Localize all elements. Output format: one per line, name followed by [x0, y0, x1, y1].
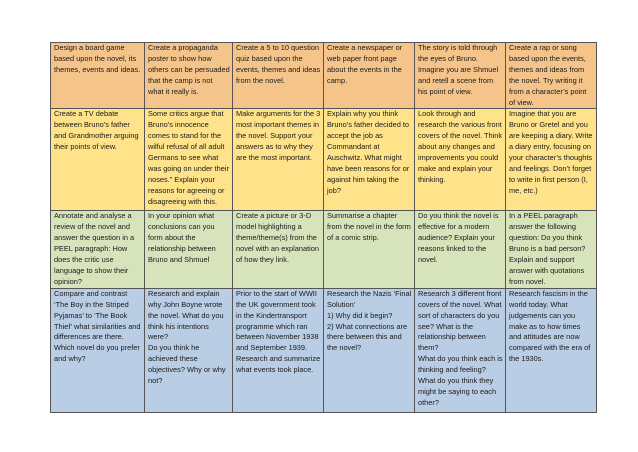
grid-row — [51, 288, 597, 412]
activity-cell: Create a newspaper or web paper front page about the events in the camp. — [324, 43, 415, 109]
activity-cell: Research fascism in the world today. What judgements can you make as to how times and attitudes are now compared with the era of the 1930s. — [506, 288, 597, 412]
activity-cell: Research and explain why John Boyne wrote the novel. What do you think his intentions were? Do you think he achieved these objectives? Why or why not? — [145, 288, 233, 412]
activity-cell: Create a 5 to 10 question quiz based upon the events, themes and ideas from the novel. — [233, 43, 324, 109]
grid-row — [51, 211, 597, 288]
activity-grid — [50, 42, 597, 413]
activity-cell: Explain why you think Bruno’s father decided to accept the job as Commandant at Auschwitz. What might have been reasons for or against him taking the job? — [324, 109, 415, 211]
activity-cell: Research 3 different front covers of the novel. What sort of characters do you see? What is the relationship between them? What do you think each is thinking and feeling? What do you think they might be saying to each other? — [415, 288, 506, 412]
activity-cell: Look through and research the various front covers of the novel. Think about any changes and improvements you could make and explain your thinking. — [415, 109, 506, 211]
activity-cell: Imagine that you are Bruno or Gretel and you are keeping a diary. Write a diary entry, focusing on your character’s thoughts and feelings. Don’t forget to write in first person (I, me, etc.) — [506, 109, 597, 211]
activity-cell: Create a picture or 3-D model highlighting a theme/theme(s) from the novel with an explanation of how they link. — [233, 211, 324, 288]
activity-cell: Compare and contrast ‘The Boy in the Striped Pyjamas’ to ‘The Book Thief’ what similarities and differences are there. Which novel do you prefer and why? — [51, 288, 145, 412]
activity-cell: Design a board game based upon the novel, its themes, events and ideas. — [51, 43, 145, 109]
grid-row — [51, 43, 597, 109]
activity-cell: Make arguments for the 3 most important themes in the novel. Support your answers as to why they are the most important. — [233, 109, 324, 211]
activity-cell: Create a TV debate between Bruno’s father and Grandmother arguing their points of view. — [51, 109, 145, 211]
activity-cell: Create a rap or song based upon the events, themes and ideas from the novel. Try writing it from a character’s point of view. — [506, 43, 597, 109]
activity-cell: Research the Nazis ‘Final Solution’ 1) Why did it begin? 2) What connections are there between this and the novel? — [324, 288, 415, 412]
activity-cell: Summarise a chapter from the novel in the form of a comic strip. — [324, 211, 415, 288]
activity-cell: Create a propaganda poster to show how others can be persuaded that the camp is not what it really is. — [145, 43, 233, 109]
activity-cell: Prior to the start of WWII the UK government took in the Kindertransport programme which ran between November 1938 and September 1939. Research and summarize what events took place. — [233, 288, 324, 412]
activity-cell: Some critics argue that Bruno’s innocence comes to stand for the wilful refusal of all adult Germans to see what was going on under their noses.” Explain your reasons for agreeing or disagreeing with this. — [145, 109, 233, 211]
activity-cell: Annotate and analyse a review of the novel and answer the question in a PEEL paragraph: How does the critic use language to show their opinion? — [51, 211, 145, 288]
activity-cell: In your opinion what conclusions can you form about the relationship between Bruno and Shmuel — [145, 211, 233, 288]
activity-cell: The story is told through the eyes of Bruno. Imagine you are Shmuel and retell a scene from his point of view. — [415, 43, 506, 109]
grid-row — [51, 109, 597, 211]
activity-cell: Do you think the novel is effective for a modern audience? Explain your reasons linked to the novel. — [415, 211, 506, 288]
activity-cell: In a PEEL paragraph answer the following question: Do you think Bruno is a bad person? Explain and support answer with quotations from novel. — [506, 211, 597, 288]
